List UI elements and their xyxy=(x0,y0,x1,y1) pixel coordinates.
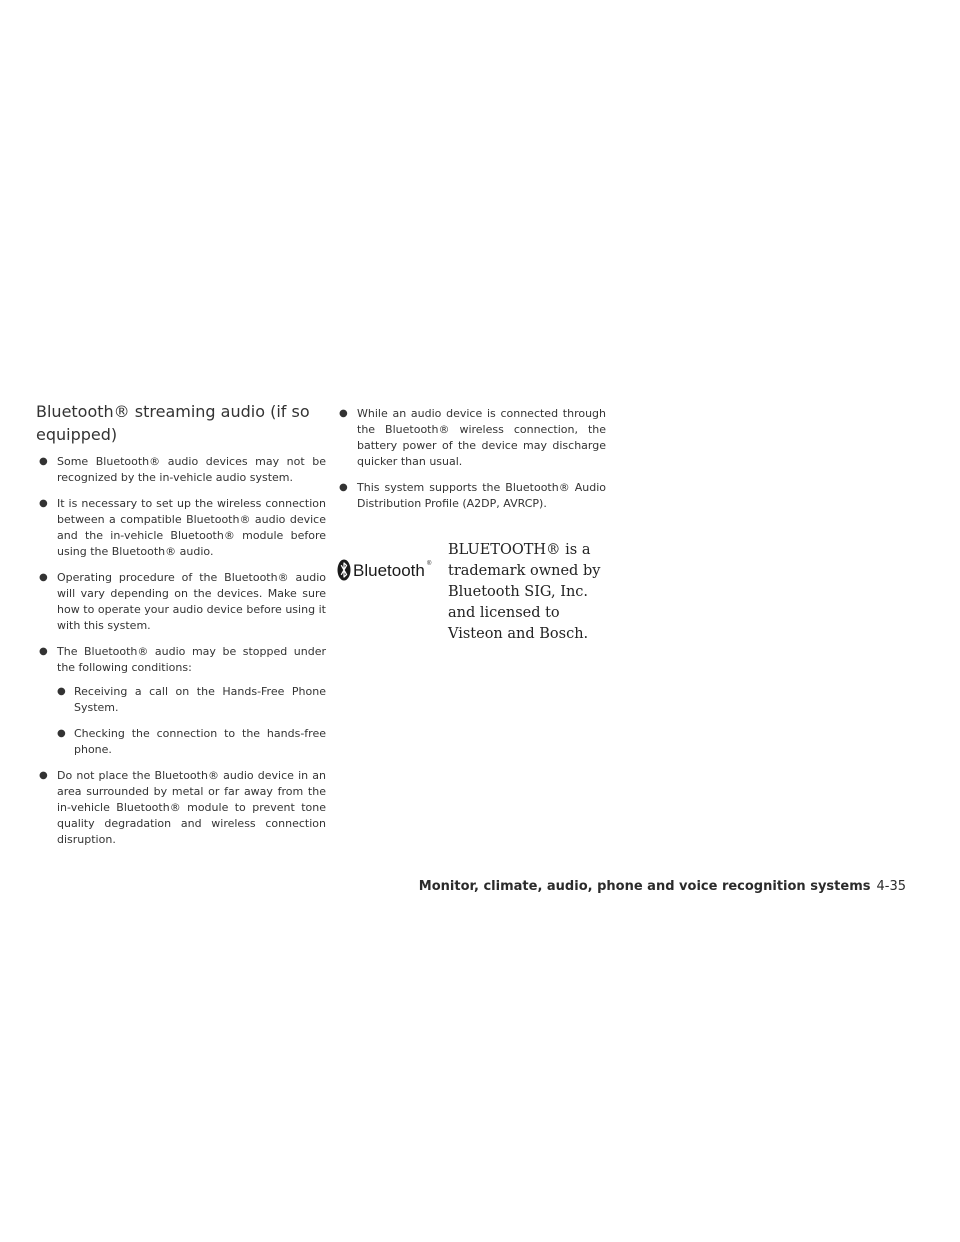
left-column xyxy=(36,400,326,858)
right-column xyxy=(336,406,606,522)
bullet-item: ● While an audio device is connected through the Bluetooth® wireless connection, the battery power of the device may discharge quicker than usual. xyxy=(336,406,606,470)
bluetooth-rune-icon xyxy=(338,560,351,581)
bluetooth-logo xyxy=(336,552,436,588)
bullet-item: ● This system supports the Bluetooth® Audio Distribution Profile (A2DP, AVRCP). xyxy=(336,480,606,512)
right-bullet-list xyxy=(336,406,606,512)
page-number: 4-35 xyxy=(876,879,906,894)
trademark-line: BLUETOOTH® is a xyxy=(448,542,591,558)
bullet-item: ● Operating procedure of the Bluetooth® audio will vary depending on the devices. Make sure how to operate your audio device before using it with this system. xyxy=(36,570,326,634)
sub-bullet-list xyxy=(57,684,326,758)
bullet-item-with-sublist xyxy=(36,644,326,758)
trademark-notice xyxy=(448,540,618,645)
bullet-item: ● It is necessary to set up the wireless connection between a compatible Bluetooth® audio device and the in-vehicle Bluetooth® module before using the Bluetooth® audio. xyxy=(36,496,326,560)
footer-section-name: Monitor, climate, audio, phone and voice recognition systems xyxy=(418,879,871,894)
bullet-item: ● Do not place the Bluetooth® audio device in an area surrounded by metal or far away from the in-vehicle Bluetooth® module to prevent tone quality degradation and wireless connection disruption. xyxy=(36,768,326,848)
sub-bullet-item: ● Receiving a call on the Hands-Free Phone System. xyxy=(57,684,326,716)
trademark-line: and licensed to xyxy=(448,605,560,621)
left-bullet-list xyxy=(36,454,326,848)
trademark-line: Visteon and Bosch. xyxy=(448,626,589,642)
trademark-block xyxy=(336,540,616,640)
registered-mark: ® xyxy=(427,561,432,567)
trademark-line: trademark owned by xyxy=(448,563,601,579)
sub-bullet-item: ● Checking the connection to the hands-free phone. xyxy=(57,726,326,758)
bullet-item: ● Some Bluetooth® audio devices may not be recognized by the in-vehicle audio system. xyxy=(36,454,326,486)
bullet-item-text: The Bluetooth® audio may be stopped under the following conditions: xyxy=(57,645,326,674)
trademark-line: Bluetooth SIG, Inc. xyxy=(448,584,589,600)
section-heading: Bluetooth® streaming audio (if so equipped) xyxy=(36,402,310,444)
page-footer xyxy=(419,878,906,896)
bluetooth-wordmark: Bluetooth xyxy=(353,561,425,580)
